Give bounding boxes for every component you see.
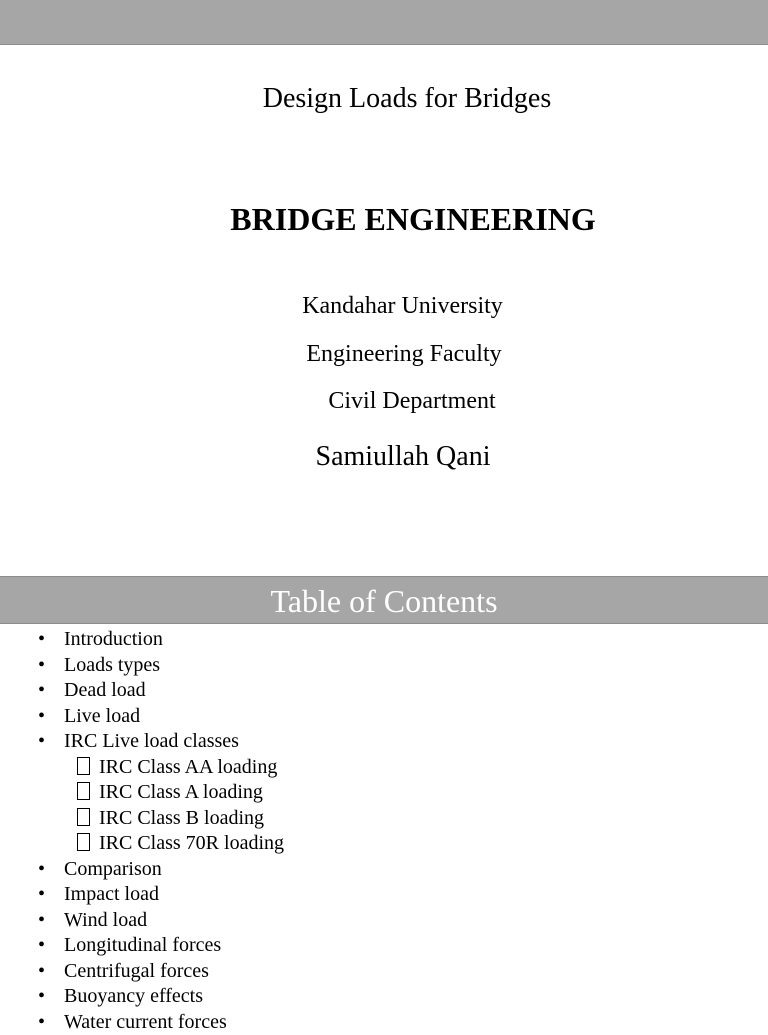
toc-item-label: Comparison [64,857,162,883]
checkbox-bullet-icon [77,780,90,806]
toc-item-label: Buoyancy effects [64,984,203,1010]
toc-item-label: Dead load [64,678,146,704]
department-line: Civil Department [0,388,768,415]
toc-item [0,729,768,755]
toc-subitem [0,831,768,857]
bullet-icon: • [38,704,45,730]
toc-subitem [0,780,768,806]
toc-item-label: Introduction [64,627,163,653]
toc-item-label: Live load [64,704,140,730]
bullet-icon: • [38,627,45,653]
toc-item [0,959,768,985]
toc-item-label: IRC Class 70R loading [99,831,284,857]
toc-item [0,984,768,1010]
bullet-icon: • [38,678,45,704]
toc-subitem [0,755,768,781]
toc-item-label: IRC Class B loading [99,806,264,832]
university-line: Kandahar University [0,293,768,320]
bullet-icon: • [38,729,45,755]
bullet-icon: • [38,908,45,934]
toc-item-label: IRC Class A loading [99,780,263,806]
checkbox-bullet-icon [77,806,90,832]
bullet-icon: • [38,933,45,959]
bullet-icon: • [38,959,45,985]
toc-item-label: IRC Live load classes [64,729,239,755]
toc-item-label: Longitudinal forces [64,933,221,959]
toc-item [0,1010,768,1035]
toc-item [0,704,768,730]
toc-list [0,627,768,1035]
author-name: Samiullah Qani [0,441,768,473]
toc-item [0,882,768,908]
toc-item [0,678,768,704]
slide-subtitle: Design Loads for Bridges [0,83,768,115]
toc-item [0,857,768,883]
toc-subitem [0,806,768,832]
toc-item-label: Wind load [64,908,147,934]
bullet-icon: • [38,882,45,908]
toc-item [0,908,768,934]
toc-item-label: Centrifugal forces [64,959,209,985]
toc-title: Table of Contents [0,577,768,623]
toc-item [0,933,768,959]
toc-item-label: Water current forces [64,1010,227,1035]
checkbox-bullet-icon [77,755,90,781]
checkbox-bullet-icon [77,831,90,857]
bullet-icon: • [38,1010,45,1035]
faculty-line: Engineering Faculty [0,341,768,368]
bullet-icon: • [38,857,45,883]
toc-item-label: Loads types [64,653,160,679]
slide-title: BRIDGE ENGINEERING [0,201,768,238]
bullet-icon: • [38,984,45,1010]
toc-item-label: Impact load [64,882,159,908]
bullet-icon: • [38,653,45,679]
toc-item [0,627,768,653]
slide-header-bar [0,0,768,45]
toc-header-bar [0,576,768,624]
toc-item-label: IRC Class AA loading [99,755,277,781]
toc-item [0,653,768,679]
